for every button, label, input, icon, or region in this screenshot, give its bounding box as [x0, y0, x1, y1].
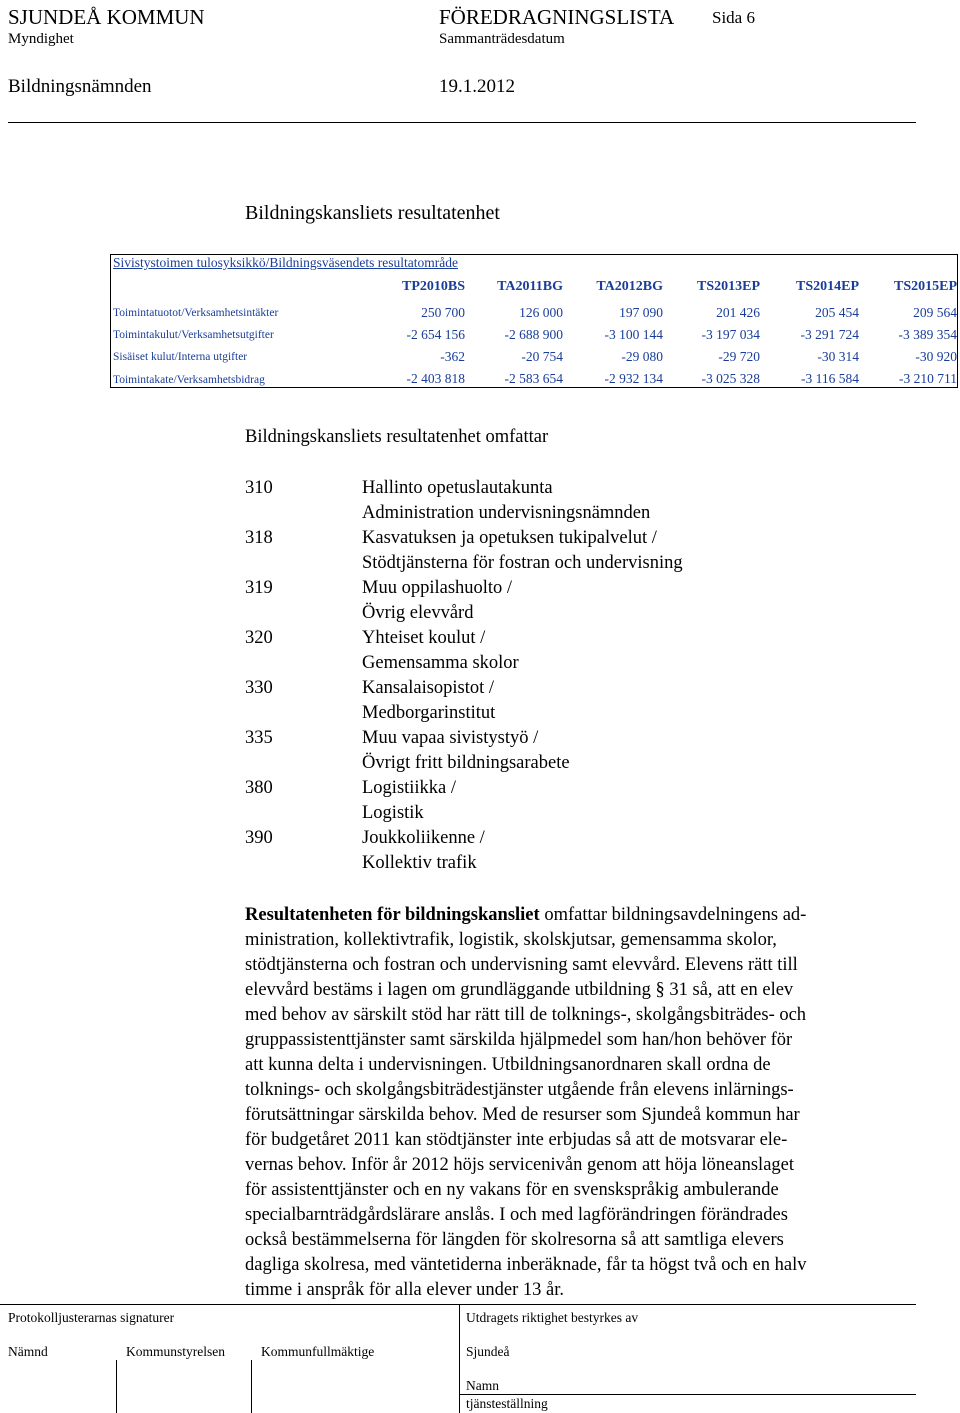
paragraph-line: vernas behov. Inför år 2012 höjs servicenivån genom att höja löneanslaget [245, 1155, 795, 1175]
table-cell: -2 932 134 [604, 371, 663, 386]
unit-name-sv: Övrig elevvård [362, 603, 474, 623]
paragraph-line: för assistenttjänster och en ny vakans för en svenskspråkig ambulerande [245, 1180, 779, 1200]
table-cell: -30 920 [915, 349, 957, 364]
municipality-name: SJUNDEÅ KOMMUN [8, 5, 205, 29]
unit-name-fi: Logistiikka / [362, 778, 457, 798]
table-cell: -30 314 [817, 349, 859, 364]
paragraph-line [245, 903, 915, 928]
body-label-board: Nämnd [8, 1344, 48, 1359]
table-row-label: Toimintakate/Verksamhetsbidrag [113, 374, 265, 386]
paragraph-line: elevvård bestäms i lagen om grundläggande utbildning § 31 så, att en elev [245, 980, 794, 1000]
unit-name-sv: Kollektiv trafik [362, 853, 477, 873]
paragraph-line: också bestämmelserna för längden för skolresorna så att samtliga elevers [245, 1230, 784, 1250]
paragraph-line: dagliga skolresa, med väntetiderna inberäknade, får ta högst två och en halv [245, 1255, 807, 1275]
paragraph-line: tolknings- och skolgångsbiträdestjänster utgående från elevens inlärnings- [245, 1080, 794, 1100]
table-cell: -2 403 818 [406, 371, 465, 386]
column-header: TP2010BS [401, 279, 465, 294]
paragraph-line: ministration, kollektivtrafik, logistik, skolskjutsar, gemensamma skolor, [245, 930, 777, 950]
body-label-executive: Kommunstyrelsen [126, 1344, 225, 1359]
table-cell: -20 754 [521, 349, 563, 364]
table-cell: -362 [440, 349, 465, 364]
unit-name-sv: Medborgarinstitut [362, 703, 496, 723]
place-label: Sjundeå [466, 1344, 510, 1359]
table-cell: -3 100 144 [604, 327, 663, 342]
paragraph-line: för budgetåret 2011 kan stödtjänster inte erbjudas så att de motsvarar ele- [245, 1130, 788, 1150]
table-cell: -29 080 [621, 349, 663, 364]
table-cell: 205 454 [815, 305, 859, 320]
paragraph-line: timme i anspråk för alla elever under 13 år. [245, 1280, 564, 1300]
column-header: TS2013EP [696, 279, 760, 294]
bold-lead: Resultatenheten för bildningskansliet [245, 905, 540, 925]
table-cell: -2 583 654 [504, 371, 563, 386]
unit-name-fi: Hallinto opetuslautakunta [362, 478, 553, 498]
body-label-council: Kommunfullmäktige [261, 1344, 375, 1359]
footer-divider [116, 1360, 117, 1413]
page-title: Bildningskansliets resultatenhet [245, 202, 500, 224]
document-type: FÖREDRAGNINGSLISTA [439, 5, 675, 29]
unit-name-sv: Gemensamma skolor [362, 653, 519, 673]
table-cell: -2 688 900 [504, 327, 563, 342]
unit-code: 320 [245, 628, 273, 648]
unit-code: 335 [245, 728, 273, 748]
table-cell: 126 000 [519, 305, 563, 320]
unit-name-fi: Yhteiset koulut / [362, 628, 486, 648]
footer-divider [251, 1360, 252, 1413]
paragraph-line: förutsättningar särskilda behov. Med de resurser som Sjundeå kommun har [245, 1105, 800, 1125]
unit-code: 319 [245, 578, 273, 598]
meeting-date-label: Sammanträdesdatum [439, 31, 565, 47]
unit-name-fi: Joukkoliikenne / [362, 828, 485, 848]
certified-label: Utdragets riktighet bestyrkes av [466, 1310, 639, 1325]
paragraph-line: specialbarnträdgårdslärare anslås. I och med lagförändringen förändrades [245, 1205, 788, 1225]
unit-name-fi: Kasvatuksen ja opetuksen tukipalvelut / [362, 528, 657, 548]
first-line-rest: omfattar bildningsavdelningens ad- [539, 905, 807, 925]
table-heading: Sivistystoimen tulosyksikkö/Bildningsväsendets resultatområde [113, 255, 458, 270]
unit-code: 318 [245, 528, 273, 548]
paragraph-line: stödtjänsterna och fostran och undervisning samt elevvård. Elevens rätt till [245, 955, 798, 975]
paragraph-line: att kunna delta i undervisningen. Utbildningsanordnaren skall ordna de [245, 1055, 771, 1075]
unit-name-fi: Muu oppilashuolto / [362, 578, 513, 598]
unit-code: 310 [245, 478, 273, 498]
table-cell: 197 090 [619, 305, 663, 320]
table-cell: -3 291 724 [800, 327, 859, 342]
footer-divider [459, 1304, 460, 1413]
column-header: TA2011BG [497, 279, 563, 294]
budget-table [110, 254, 958, 388]
unit-code: 330 [245, 678, 273, 698]
authority: Bildningsnämnden [8, 76, 152, 97]
footer-top-rule [0, 1304, 916, 1305]
table-cell: -3 025 328 [701, 371, 760, 386]
authority-label: Myndighet [8, 31, 74, 47]
unit-name-sv: Logistik [362, 803, 424, 823]
unit-name-fi: Muu vapaa sivistystyö / [362, 728, 539, 748]
column-header: TS2014EP [795, 279, 859, 294]
signatures-label: Protokolljusterarnas signaturer [8, 1310, 175, 1325]
column-header: TS2015EP [893, 279, 957, 294]
unit-name-sv: Administration undervisningsnämnden [362, 503, 651, 523]
table-cell: 250 700 [421, 305, 465, 320]
table-row-label: Toimintakulut/Verksamhetsutgifter [113, 329, 274, 341]
paragraph-line: gruppassistenttjänster samt särskilda hjälpmedel som han/hon behöver för [245, 1030, 793, 1050]
unit-name-sv: Stödtjänsterna för fostran och undervisning [362, 553, 683, 573]
page-number: Sida 6 [712, 8, 755, 27]
position-label: tjänsteställning [466, 1396, 548, 1411]
table-cell: -3 389 354 [898, 327, 957, 342]
includes-heading: Bildningskansliets resultatenhet omfattar [245, 427, 549, 447]
table-row-label: Sisäiset kulut/Interna utgifter [113, 351, 248, 363]
unit-code: 380 [245, 778, 273, 798]
name-label: Namn [466, 1378, 499, 1393]
table-cell: -3 197 034 [701, 327, 760, 342]
footer-name-rule [459, 1394, 916, 1395]
header-rule [8, 122, 916, 123]
table-cell: -2 654 156 [406, 327, 465, 342]
table-cell: -3 210 711 [899, 371, 957, 386]
table-cell: -3 116 584 [801, 371, 859, 386]
column-header: TA2012BG [596, 279, 663, 294]
paragraph-line: med behov av särskilt stöd har rätt till de tolknings-, skolgångsbiträdes- och [245, 1005, 807, 1025]
table-cell: 201 426 [716, 305, 760, 320]
table-cell: -29 720 [718, 349, 760, 364]
table-row-label: Toimintatuotot/Verksamhetsintäkter [113, 307, 279, 319]
unit-code: 390 [245, 828, 273, 848]
table-cell: 209 564 [913, 305, 957, 320]
meeting-date: 19.1.2012 [439, 76, 515, 97]
unit-name-fi: Kansalaisopistot / [362, 678, 495, 698]
unit-name-sv: Övrigt fritt bildningsarabete [362, 753, 570, 773]
description-paragraph [245, 903, 915, 1303]
